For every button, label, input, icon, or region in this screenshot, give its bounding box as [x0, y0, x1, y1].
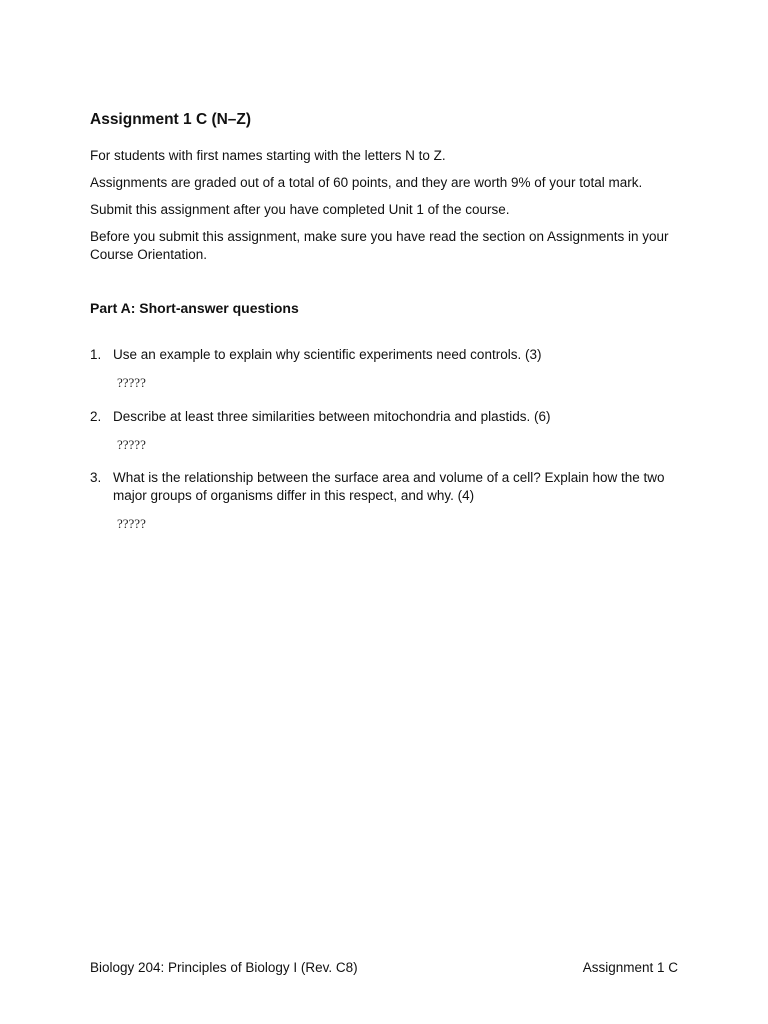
intro-paragraph-4: Before you submit this assignment, make sure you have read the section on Assignments in your Course Orientation. — [90, 229, 669, 262]
intro-paragraph-3: Submit this assignment after you have completed Unit 1 of the course. — [90, 202, 510, 217]
intro-paragraph-2: Assignments are graded out of a total of 60 points, and they are worth 9% of your total mark. — [90, 175, 643, 190]
footer-course-title: Biology 204: Principles of Biology I (Rev. C8) — [90, 960, 358, 975]
question-text: Use an example to explain why scientific experiments need controls. (3) — [113, 347, 542, 362]
question-text: What is the relationship between the surface area and volume of a cell? Explain how the two major groups of organisms differ in this respect, and why. (4) — [113, 470, 665, 503]
question-text: Describe at least three similarities between mitochondria and plastids. (6) — [113, 409, 551, 424]
question-3 — [90, 469, 680, 505]
assignment-title: Assignment 1 C (N–Z) — [90, 111, 252, 128]
footer-assignment-label: Assignment 1 C — [582, 960, 678, 975]
answer-placeholder-1: ????? — [117, 375, 146, 390]
section-heading: Part A: Short-answer questions — [90, 300, 299, 316]
answer-placeholder-2: ????? — [117, 437, 146, 452]
intro-paragraph-1: For students with first names starting with the letters N to Z. — [90, 148, 446, 163]
question-1 — [90, 346, 680, 364]
answer-placeholder-3: ????? — [117, 516, 146, 531]
question-number: 1. — [90, 347, 102, 362]
question-number: 2. — [90, 409, 102, 424]
question-number: 3. — [90, 470, 102, 485]
question-2 — [90, 408, 680, 426]
